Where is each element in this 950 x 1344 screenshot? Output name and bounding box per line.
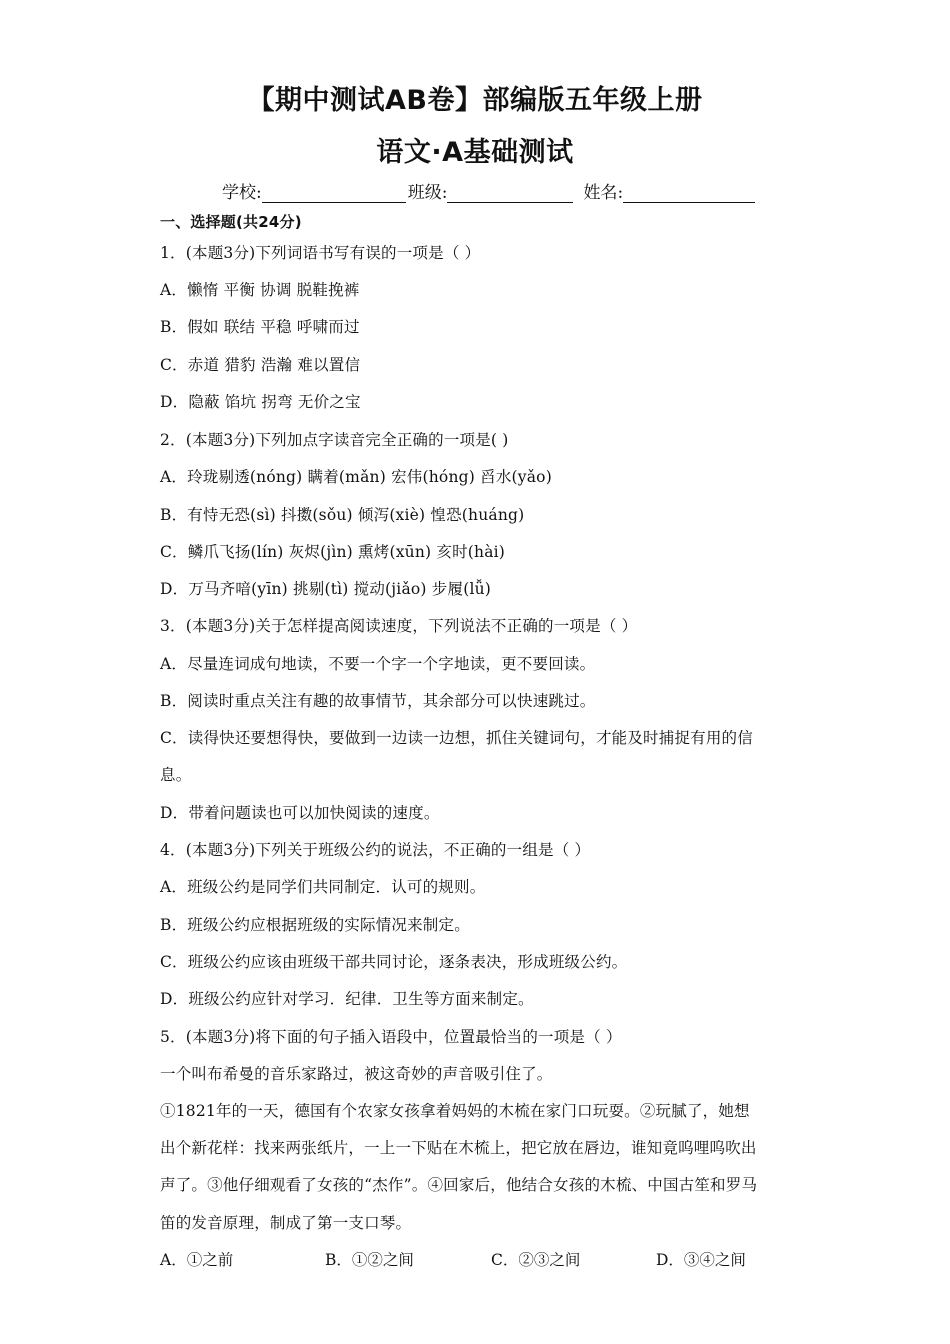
q3-option-c: C．读得快还要想得快，要做到一边读一边想，抓住关键词句，才能及时捕捉有用的信 — [160, 729, 753, 747]
q1-option-d: D．隐蔽 馅坑 拐弯 无价之宝 — [160, 393, 361, 411]
q1-option-b: B．假如 联结 平稳 呼啸而过 — [160, 318, 360, 336]
q3-option-b: B．阅读时重点关注有趣的故事情节，其余部分可以快速跳过。 — [160, 692, 596, 710]
name-label: 姓名: — [583, 183, 624, 203]
q5-options — [160, 1250, 800, 1270]
q4-option-c: C．班级公约应该由班级干部共同讨论，逐条表决，形成班级公约。 — [160, 953, 628, 971]
student-info-row — [222, 178, 757, 203]
school-blank[interactable] — [262, 182, 406, 203]
q5-passage-line-2: 出个新花样：找来两张纸片，一上一下贴在木梳上，把它放在唇边，谁知竟呜哩呜吹出 — [160, 1139, 757, 1157]
q2-option-c: C．鳞爪飞扬(lín) 灰烬(jìn) 熏烤(xūn) 亥时(hài) — [160, 543, 506, 561]
q2-option-b: B．有恃无恐(sì) 抖擞(sǒu) 倾泻(xiè) 惶恐(huáng) — [160, 506, 525, 524]
question-2: 2．(本题3分)下列加点字读音完全正确的一项是( ) — [160, 431, 509, 449]
q5-option-d: D．③④之间 — [656, 1251, 746, 1269]
q2-option-a: A．玲珑剔透(nóng) 瞒着(mǎn) 宏伟(hóng) 舀水(yǎo) — [160, 468, 552, 486]
exam-subtitle: 语文·A基础测试 — [376, 137, 574, 168]
exam-title: 【期中测试AB卷】部编版五年级上册 — [247, 85, 703, 116]
q5-insert-sentence: 一个叫布希曼的音乐家路过，被这奇妙的声音吸引住了。 — [160, 1065, 553, 1083]
school-label: 学校: — [222, 183, 262, 203]
q5-passage-line-1: ①1821年的一天，德国有个农家女孩拿着妈妈的木梳在家门口玩耍。②玩腻了，她想 — [160, 1102, 750, 1120]
question-4: 4．(本题3分)下列关于班级公约的说法，不正确的一组是（ ） — [160, 841, 591, 859]
q3-option-d: D．带着问题读也可以加快阅读的速度。 — [160, 804, 440, 822]
name-blank[interactable] — [623, 182, 755, 203]
q5-passage-line-4: 笛的发音原理，制成了第一支口琴。 — [160, 1214, 412, 1232]
q4-option-d: D．班级公约应针对学习．纪律．卫生等方面来制定。 — [160, 990, 534, 1008]
q5-option-a: A．①之前 — [160, 1251, 234, 1269]
class-blank[interactable] — [447, 182, 573, 203]
class-label: 班级: — [407, 183, 448, 203]
q5-option-c: C．②③之间 — [491, 1251, 581, 1269]
section-heading: 一、选择题(共24分) — [160, 213, 302, 231]
q1-option-a: A．懒惰 平衡 协调 脱鞋挽裤 — [160, 281, 360, 299]
q3-option-a: A．尽量连词成句地读，不要一个字一个字地读，更不要回读。 — [160, 655, 596, 673]
q2-option-d: D．万马齐喑(yīn) 挑剔(tì) 搅动(jiǎo) 步履(lǚ) — [160, 580, 492, 598]
question-5: 5．(本题3分)将下面的句子插入语段中，位置最恰当的一项是（ ） — [160, 1028, 622, 1046]
question-1: 1．(本题3分)下列词语书写有误的一项是（ ） — [160, 244, 481, 262]
q1-option-c: C．赤道 猎豹 浩瀚 难以置信 — [160, 356, 361, 374]
q4-option-b: B．班级公约应根据班级的实际情况来制定。 — [160, 916, 470, 934]
q4-option-a: A．班级公约是同学们共同制定．认可的规则。 — [160, 878, 486, 896]
q5-option-b: B．①②之间 — [325, 1251, 414, 1269]
question-3: 3．(本题3分)关于怎样提高阅读速度，下列说法不正确的一项是（ ） — [160, 617, 638, 635]
q5-passage-line-3: 声了。③他仔细观看了女孩的“杰作”。④回家后，他结合女孩的木梳、中国古笙和罗马 — [160, 1176, 758, 1194]
q3-option-c-cont: 息。 — [160, 766, 192, 784]
